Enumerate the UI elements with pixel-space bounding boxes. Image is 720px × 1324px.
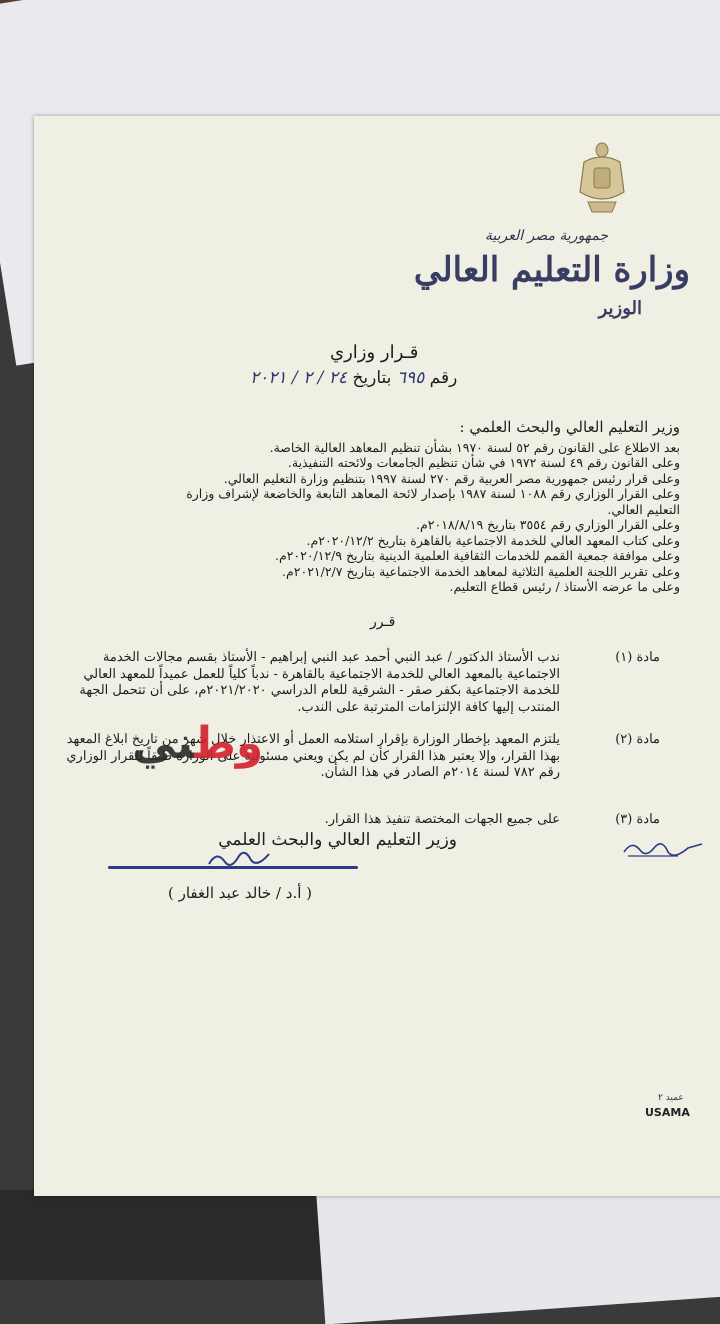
preamble-line: وعلى القرار الوزاري رقم ٣٥٥٤ بتاريخ ٢٠١٨/٨/١٩م. bbox=[416, 517, 680, 532]
signature-underline bbox=[108, 866, 358, 869]
footer-code: عميد ٢ bbox=[658, 1093, 684, 1103]
preamble-line: وعلى القانون رقم ٤٩ لسنة ١٩٧٢ في شأن تنظيم الجامعات ولائحته التنفيذية. bbox=[287, 455, 680, 470]
watermark-part-red: وط bbox=[194, 718, 264, 769]
preamble-line: التعليم العالي. bbox=[607, 501, 680, 517]
minister-label: الوزير bbox=[598, 298, 642, 319]
article-text: ندب الأستاذ الدكتور / عبد النبي أحمد عبد النبي إبراهيم - الأستاذ بقسم مجالات الخدمة الاجتماعية بالمعهد العالي للخدمة الاجتماعية بالقاهرة - ندباً كلياً للعمل عميداً للمعهد العالي للخدمة الاجتماعية بكفر صقر - الشرقية للعام الدراسي ٢٠٢١/٢٠٢٠م، على أن تتحمل الجهة المنتدب إليها كافة الإلتزامات المترتبة على الندب. bbox=[79, 650, 560, 715]
watermark-part-dark: ني bbox=[132, 718, 195, 769]
date-prefix: بتاريخ bbox=[352, 368, 392, 388]
typist-name: USAMA bbox=[645, 1106, 690, 1119]
initials-mark-icon bbox=[618, 834, 708, 864]
watermark-logo bbox=[132, 718, 263, 769]
decision-date: ٢٤ / ٢ / ٢٠٢١ bbox=[250, 368, 348, 388]
minister-name: ( أ.د / خالد عبد الغفار ) bbox=[168, 884, 312, 902]
ministry-name: وزارة التعليم العالي bbox=[413, 250, 690, 290]
article-label: مادة (٣) bbox=[615, 812, 660, 827]
preamble bbox=[80, 420, 680, 595]
article-text: يلتزم المعهد بإخطار الوزارة بإقرار استلامه العمل أو الاعتذار خلال شهر من تاريخ ابلاغ المعهد بهذا القرار، وإلا يعتبر هذا القرار كأن لم يكن ويعني مسئولية على الوزارة طبقاً للقرار الوزاري رقم ٧٨٢ لسنة ٢٠١٤م الصادر في هذا الشأن. bbox=[66, 732, 560, 780]
article-label: مادة (٢) bbox=[615, 732, 660, 747]
decision-title: قـرار وزاري bbox=[330, 342, 419, 363]
republic-name: جمهورية مصر العربية bbox=[484, 228, 608, 244]
decision-number: ٦٩٥ bbox=[396, 368, 425, 388]
preamble-line: بعد الاطلاع على القانون رقم ٥٢ لسنة ١٩٧٠ بشأن تنظيم المعاهد العالية الخاصة. bbox=[269, 439, 680, 455]
preamble-line: وعلى ما عرضه الأستاذ / رئيس قطاع التعليم. bbox=[449, 579, 680, 594]
article-text: على جميع الجهات المختصة تنفيذ هذا القرار. bbox=[324, 812, 560, 827]
preamble-line: وعلى قرار رئيس جمهورية مصر العربية رقم ٢٧٠ لسنة ١٩٩٧ بتنظيم وزارة التعليم العالي. bbox=[223, 470, 680, 486]
preamble-line: وعلى كتاب المعهد العالي للخدمة الاجتماعية بالقاهرة بتاريخ ٢٠٢٠/١٢/٢م. bbox=[306, 532, 680, 548]
preamble-line: وعلى موافقة جمعية القمم للخدمات الثقافية العلمية الدينية بتاريخ ٢٠٢٠/١٢/٩م. bbox=[274, 548, 680, 563]
preamble-line: وعلى تقرير اللجنة العلمية الثلاثية لمعاهد الخدمة الاجتماعية بتاريخ ٢٠٢١/٢/٧م. bbox=[282, 563, 680, 579]
eagle-emblem-icon bbox=[574, 140, 630, 220]
decision-number-line bbox=[250, 368, 457, 388]
signature-title: وزير التعليم العالي والبحث العلمي bbox=[218, 830, 457, 850]
decides-label: قـرر bbox=[370, 614, 396, 630]
article-label: مادة (١) bbox=[615, 650, 660, 665]
preamble-line: وعلى القرار الوزاري رقم ١٠٨٨ لسنة ١٩٨٧ بإصدار لائحة المعاهد التابعة والخاضعة لإشراف وزارة bbox=[186, 486, 680, 501]
preamble-heading: وزير التعليم العالي والبحث العلمي : bbox=[459, 418, 680, 436]
number-prefix: رقم bbox=[429, 368, 458, 388]
article-3 bbox=[55, 812, 660, 832]
